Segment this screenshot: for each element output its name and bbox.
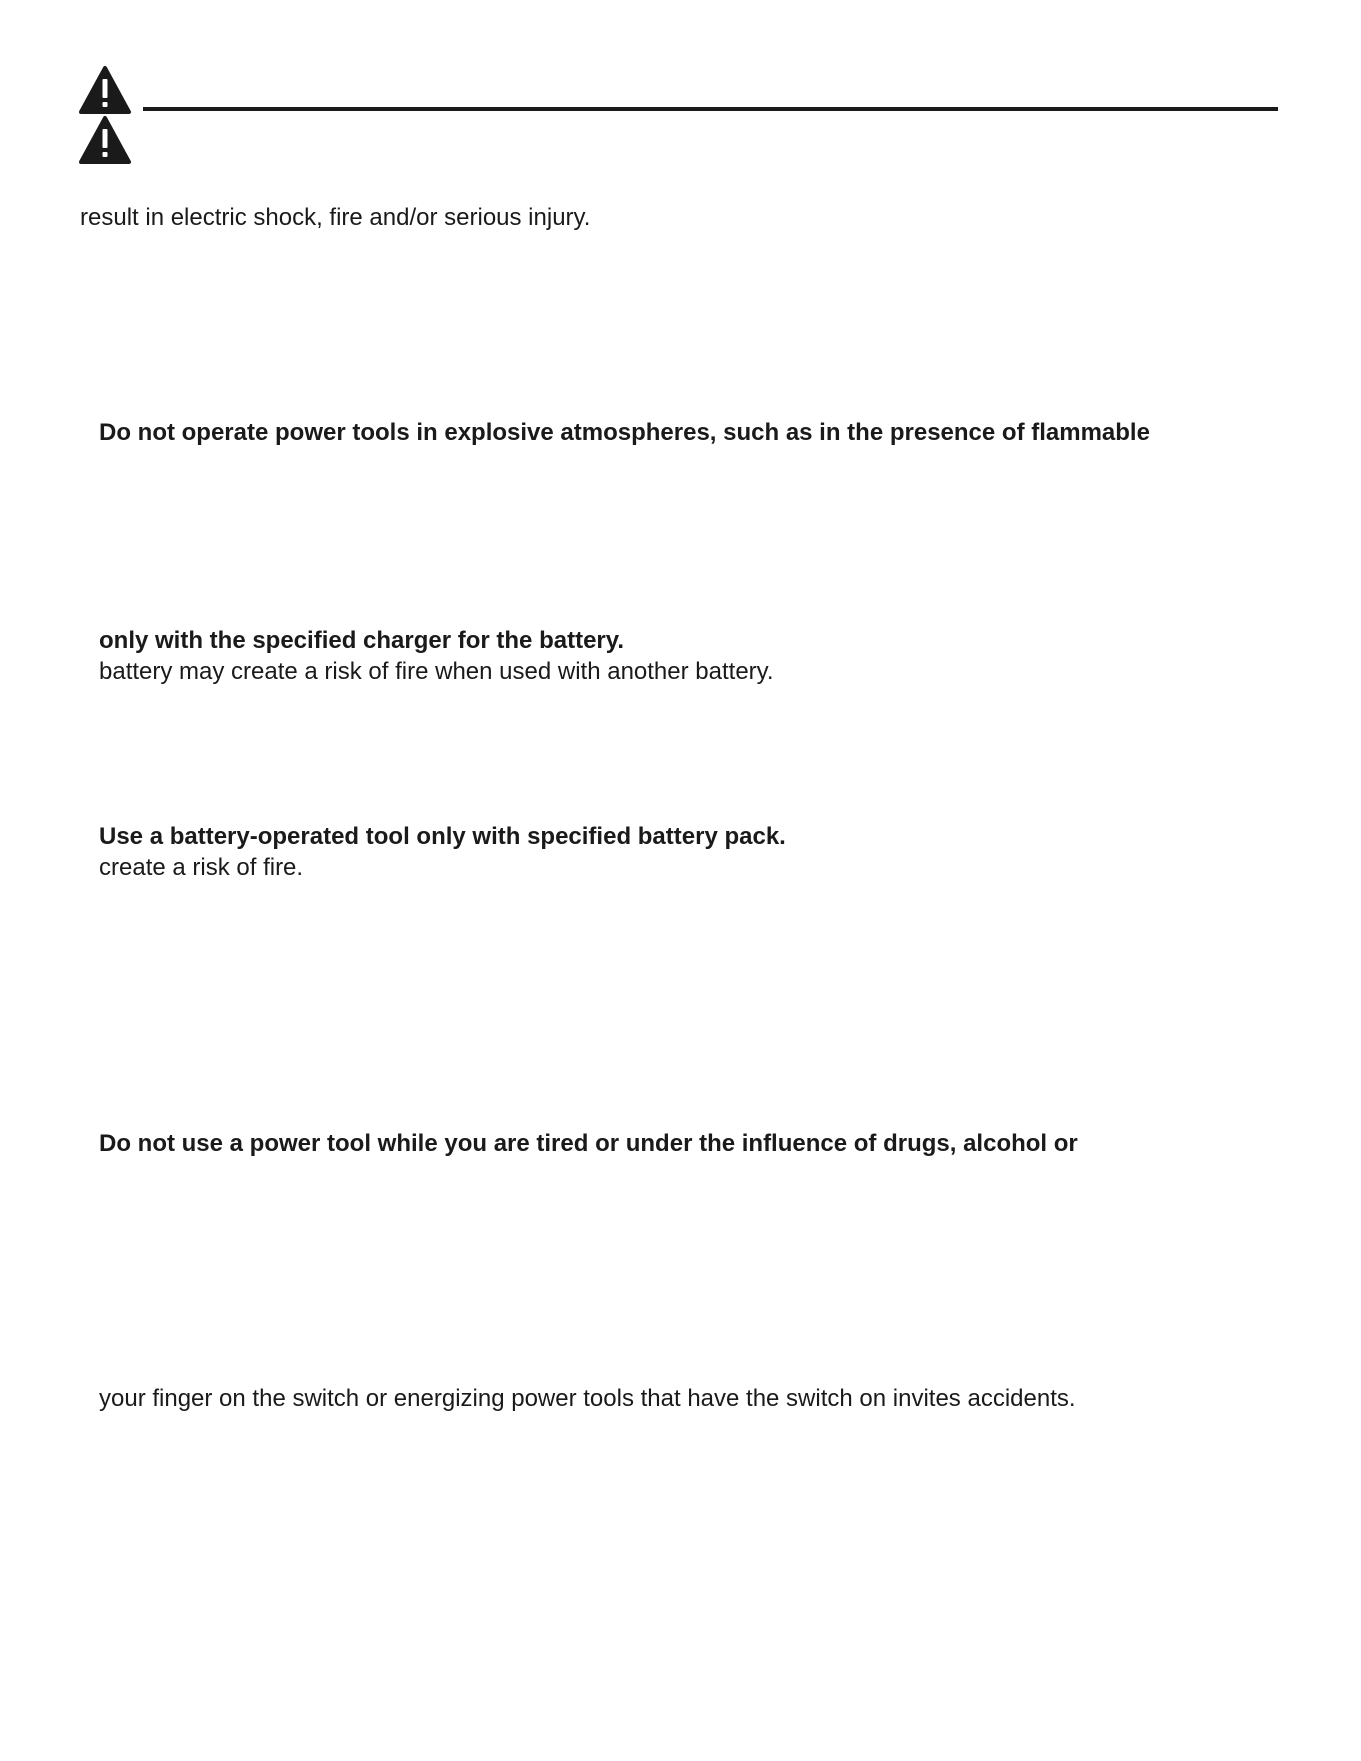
- charger-safety-line: only with the specified charger for the battery.: [99, 627, 624, 654]
- warning-intro-line: result in electric shock, fire and/or serious injury.: [80, 204, 591, 231]
- warning-triangle-icon: [78, 65, 132, 115]
- battery-pack-risk-line: create a risk of fire.: [99, 854, 304, 881]
- charger-risk-line: battery may create a risk of fire when used with another battery.: [99, 658, 774, 685]
- warning-triangle-icon: [78, 115, 132, 165]
- header-rule: [143, 107, 1278, 111]
- work-area-safety-line: Do not operate power tools in explosive atmospheres, such as in the presence of flammable: [99, 419, 1150, 446]
- switch-safety-line: your finger on the switch or energizing power tools that have the switch on invites accidents.: [99, 1385, 1076, 1412]
- personal-safety-line: Do not use a power tool while you are tired or under the influence of drugs, alcohol or: [99, 1130, 1078, 1157]
- battery-pack-safety-line: Use a battery-operated tool only with specified battery pack.: [99, 823, 786, 850]
